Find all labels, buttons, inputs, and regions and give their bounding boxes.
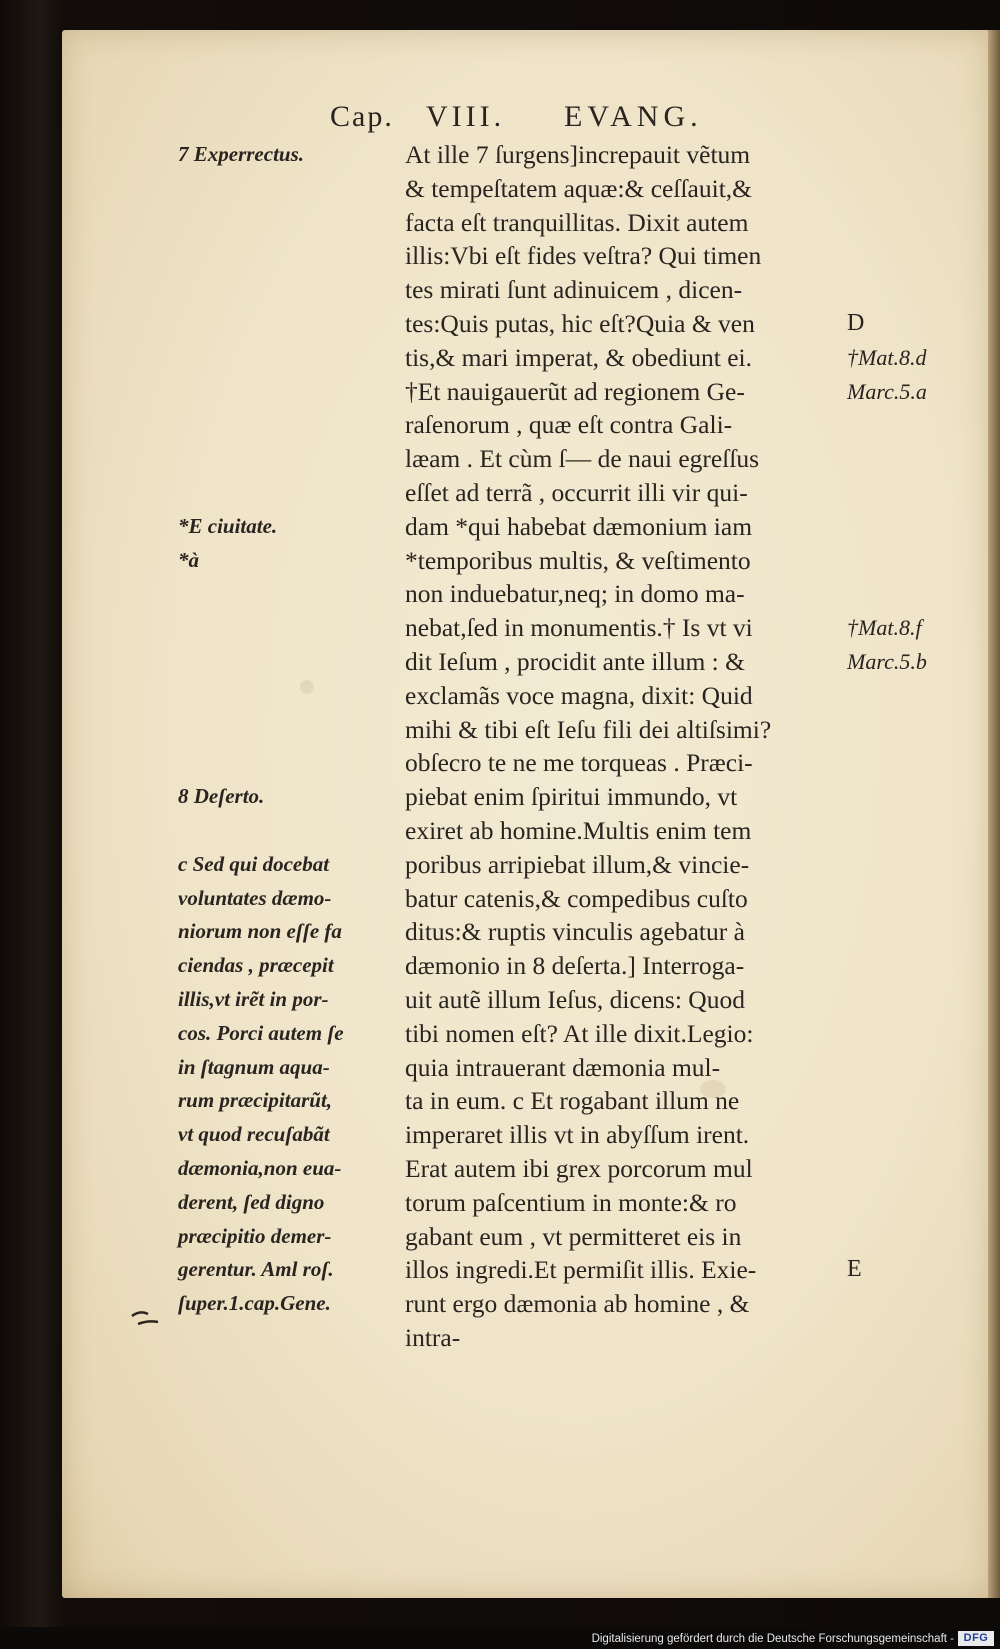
right-note: Marc.5.a: [847, 378, 927, 404]
body-line: ta in eum. c Et rogabant illum ne: [405, 1086, 740, 1116]
right-note: Marc.5.b: [847, 649, 927, 674]
right-note: E: [847, 1256, 862, 1283]
body-line: illos ingredi.Et permiſit illis. Exie-: [405, 1255, 757, 1285]
body-line: †Et nauigauerũt ad regionem Ge-: [405, 376, 745, 406]
body-line: batur catenis,& compedibus cuſto: [405, 883, 748, 913]
left-note: *E ciuitate.: [178, 513, 278, 538]
body-line: piebat enim ſpiritui immundo, vt: [405, 782, 738, 812]
dfg-logo: DFG: [958, 1631, 994, 1646]
body-line: dam *qui habebat dæmonium iam: [405, 511, 753, 541]
body-line: exclamãs voce magna, dixit: Quid: [405, 680, 753, 710]
body-line: tes:Quis putas, hic eſt?Quia & ven: [405, 308, 755, 338]
body-line: tibi nomen eſt? At ille dixit.Legio:: [405, 1018, 754, 1048]
body-line: exiret ab homine.Multis enim tem: [405, 815, 752, 845]
right-note: D: [847, 310, 865, 336]
body-line: obſecro te ne me torqueas . Præci-: [405, 748, 753, 778]
header-chapter: VIII.: [426, 100, 506, 133]
body-line: læam . Et cùm ſ— de naui egreſſus: [405, 444, 760, 474]
body-line: ditus:& ruptis vinculis agebatur à: [405, 917, 745, 947]
body-text: [405, 138, 845, 1355]
left-note: gerentur. Aml roſ.: [178, 1257, 334, 1282]
body-line: tis,& mari imperat, & obediunt ei.: [405, 342, 753, 372]
left-note: vt quod recuſabãt: [178, 1122, 330, 1147]
body-line: imperaret illis vt in abyſſum irent.: [405, 1120, 750, 1150]
body-line: nebat,ſed in monumentis.† Is vt vi: [405, 613, 753, 643]
left-note: *à: [178, 547, 199, 572]
left-note: derent, ſed digno: [178, 1189, 325, 1214]
left-note: dæmonia,non eua-: [178, 1156, 342, 1180]
body-line: & tempeſtatem aquæ:& ceſſauit,&: [405, 173, 752, 203]
body-line: illis:Vbi eſt fides veſtra? Qui timen: [405, 241, 762, 271]
body-line: At ille 7 ſurgens]increpauit vẽtum: [405, 140, 751, 169]
left-note: 8 Deſerto.: [178, 784, 265, 809]
footer-bar: [0, 1627, 1000, 1649]
body-line: non induebatur,neq; in domo ma-: [405, 579, 745, 609]
left-note: cos. Porci autem ſe: [178, 1020, 344, 1045]
left-note: præcipitio demer-: [178, 1223, 332, 1248]
body-line: facta eſt tranquillitas. Dixit autem: [405, 207, 749, 237]
body-line: Erat autem ibi grex porcorum mul: [405, 1153, 753, 1183]
running-header: [330, 100, 890, 140]
body-line: *temporibus multis, & veſtimento: [405, 545, 751, 575]
body-line: intra-: [405, 1322, 461, 1352]
body-line: torum paſcentium in monte:& ro: [405, 1187, 737, 1217]
body-line: runt ergo dæmonia ab homine , &: [405, 1289, 750, 1319]
stain: [300, 680, 314, 694]
body-line: dæmonio in 8 deſerta.] Interroga-: [405, 951, 745, 981]
header-book: EVANG.: [564, 100, 703, 133]
left-note: rum præcipitarũt,: [178, 1088, 333, 1113]
ink-mark-icon: [128, 1300, 168, 1340]
body-line: gabant eum , vt permitteret eis in: [405, 1221, 742, 1251]
body-line: mihi & tibi eſt Ieſu fili dei altiſsimi?: [405, 714, 772, 744]
left-note: ciendas , præcepit: [178, 953, 334, 978]
right-note: †Mat.8.d: [847, 344, 927, 370]
left-note: illis,vt irẽt in por-: [178, 987, 329, 1011]
body-line: poribus arripiebat illum,& vincie-: [405, 849, 750, 879]
left-note: in ſtagnum aqua-: [178, 1054, 330, 1079]
body-line: uit autẽ illum Ieſus, dicens: Quod: [405, 984, 745, 1014]
left-note: c Sed qui docebat: [178, 851, 330, 876]
left-note: niorum non eſſe fa: [178, 919, 342, 944]
body-line: dit Ieſum , procidit ante illum : &: [405, 646, 745, 676]
left-note: 7 Experrectus.: [178, 142, 304, 166]
footer-credit: Digitalisierung gefördert durch die Deutsche Forschungsgemeinschaft -: [591, 1633, 954, 1645]
body-line: eſſet ad terrã , occurrit illi vir qui-: [405, 477, 748, 507]
page-edge: [988, 30, 1000, 1598]
body-line: raſenorum , quæ eſt contra Gali-: [405, 410, 733, 440]
left-note: ſuper.1.cap.Gene.: [178, 1291, 331, 1316]
left-note: voluntates dæmo-: [178, 885, 332, 910]
body-line: tes mirati ſunt adinuicem , dicen-: [405, 275, 743, 305]
right-note: †Mat.8.f: [847, 615, 922, 641]
header-cap: Cap.: [330, 100, 394, 133]
body-line: quia intrauerant dæmonia mul-: [405, 1052, 721, 1082]
